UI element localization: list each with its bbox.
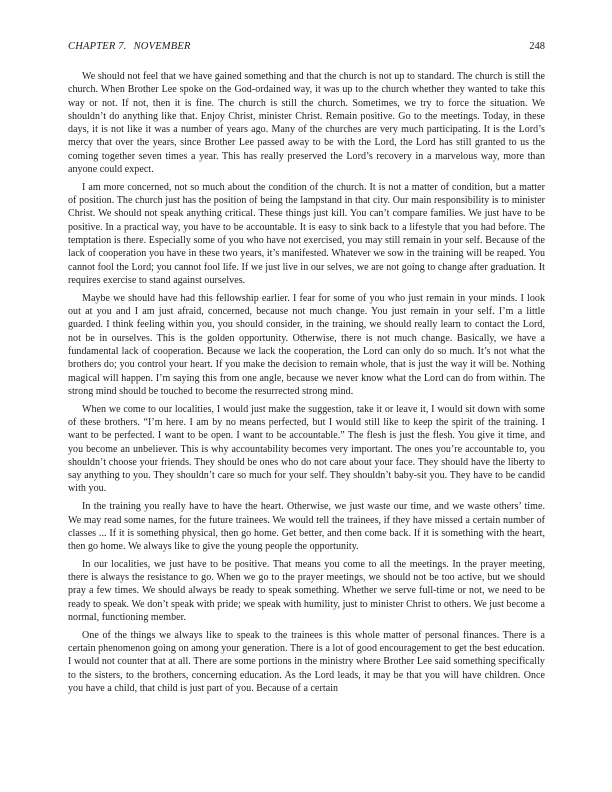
body-paragraph: In the training you really have to have the heart. Otherwise, we just waste our time, and we waste others’ time. We may read some names, for the future trainees. We would tell the trainees, if they have missed a certain number of classes ... If it is something physical, then go home. Get better, and then come back. If it is something with the heart, then go home. We always like to give the young people the opportunity. xyxy=(68,501,545,553)
body-paragraph: We should not feel that we have gained something and that the church is not up to standard. The church is still the church. When Brother Lee spoke on the God-ordained way, it was up to the church whether they wanted to take this way or not. If not, then it is fine. The church is still the church. Sometimes, we try to force the situation. We shouldn’t do anything like that. Enjoy Christ, minister Christ. Remain positive. Go to the meetings. Today, in these days, it is not like it was a number of years ago. Many of the churches are very much participating. It is the Lord’s mercy that over the years, since Brother Lee passed away to be with the Lord, the Lord has still granted to us the coming together seven times a year. This has really preserved the Lord’s recovery in a marvelous way, more than anyone could expect. xyxy=(68,71,545,176)
page-number: 248 xyxy=(529,41,545,52)
body-paragraph: I am more concerned, not so much about the condition of the church. It is not a matter of condition, but a matter of position. The church just has the position of being the lampstand in that city. Our main responsibility is to minister Christ. We should not speak anything critical. These things just kill. You can’t compare families. We just have to be positive. In a practical way, you have to be accountable. It is easy to sink back to a lifestyle that you had before. The temptation is there. Especially some of you who have not exercised, you may still remain in your self. Because of the lack of cooperation you have in these two years, it’s manifested. Whatever we sow in the training will be reaped. You cannot fool the Lord; you cannot fool life. If we just live in our selves, we are not going to change after graduation. It requires exercise to stand against ourselves. xyxy=(68,181,545,286)
running-header xyxy=(68,41,545,53)
body-paragraph: One of the things we always like to speak to the trainees is this whole matter of personal finances. There is a certain phenomenon going on among your generation. There is a lot of good encouragement to get the best education. I would not counter that at all. There are some portions in the ministry where Brother Lee said something specifically to the sisters, to the brothers, concerning education. As the Lord leads, it may be that you will have children. Once you have a child, that child is just part of you. Because of a certain xyxy=(68,629,545,695)
body-paragraph: In our localities, we just have to be positive. That means you come to all the meetings. In the prayer meeting, there is always the resistance to go. When we go to the prayer meetings, we should not be too active, but we should pray a few times. We should always be ready to speak something. Whether we serve full-time or not, we need to be ready to speak. We don’t speak with pride; we speak with humility, just to minister Christ to others. We just become a normal, functioning member. xyxy=(68,558,545,624)
chapter-label: CHAPTER 7. xyxy=(68,41,127,52)
chapter-heading xyxy=(68,41,191,53)
body-paragraph: Maybe we should have had this fellowship earlier. I fear for some of you who just remain in your minds. I look out at you and I am just afraid, concerned, because not much change. You just remain in your self. I’m a little guarded. I think feeling within you, you should consider, in the training, we should really learn to contact the Lord, not be in ourselves. This is the golden opportunity. Otherwise, there is not much change. Basically, we have a fundamental lack of cooperation. Because we lack the cooperation, the Lord can only do so much. It’s not what the brothers do; you control your heart. If you make the decision to remain whole, that is just the way it will be. Nothing magical will happen. I’m saying this from one angle, because we never know what the Lord can do from within. The strong mind should be touched to become the resurrected strong mind. xyxy=(68,292,545,397)
page-body xyxy=(68,70,545,700)
chapter-title: NOVEMBER xyxy=(133,41,191,52)
body-paragraph: When we come to our localities, I would just make the suggestion, take it or leave it, I would sit down with some of these brothers. “I’m here. I am by no means perfected, but I would still like to keep the spirit of the training. I want to be perfected. I want to be open. I want to be accountable.” The flesh is just the flesh. You give it time, and you become an unbeliever. This is why accountability becomes very important. The ones you’re accountable to, you shouldn’t choose your friends. They should be ones who do not care about your face. They should have the liberty to say anything to you. They shouldn’t care so much for your self. They shouldn’t baby-sit you. They have to be candid with you. xyxy=(68,403,545,495)
